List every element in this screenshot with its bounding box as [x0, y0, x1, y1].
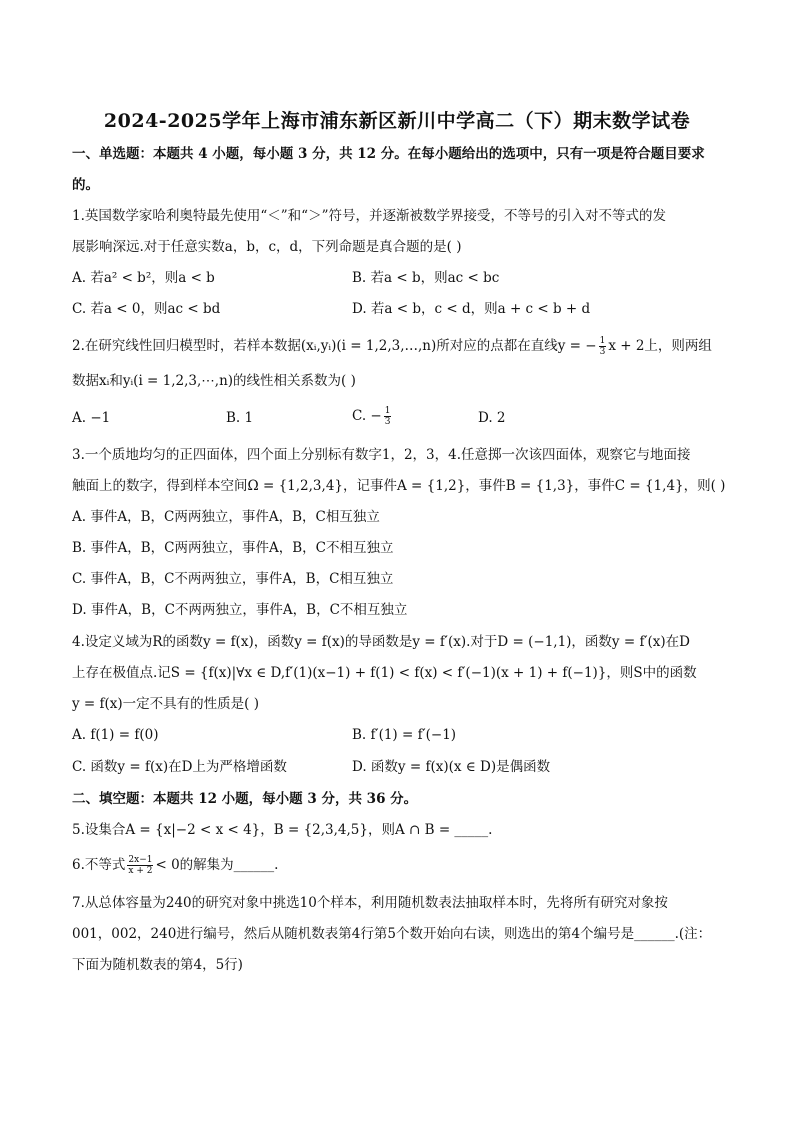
q2-option-c [352, 406, 393, 427]
q7-stem-line1: 7.从总体容量为240的研究对象中挑选10个样本，利用随机数表法抽取样本时，先将所有研究对象按 [72, 895, 668, 911]
q3-stem-line1: 3.一个质地均匀的正四面体，四个面上分别标有数字1，2，3，4.任意掷一次该四面体，观察它与地面接 [72, 447, 691, 463]
q2-option-c-pre: C. − [352, 408, 382, 424]
q6-fraction [127, 855, 153, 876]
q2-option-b: B. 1 [226, 410, 254, 426]
q2-stem-line1 [72, 336, 712, 357]
q3-option-c: C. 事件A，B，C不两两独立，事件A，B，C相互独立 [72, 571, 394, 587]
q4-stem-line2: 上存在极值点.记S = {f(x)|∀x ∈ D,f′(1)(x−1) + f(1) < f(x) < f′(−1)(x + 1) + f(−1)}，则S中的函数 [72, 665, 697, 681]
q7-stem-line3: 下面为随机数表的第4，5行) [72, 957, 243, 973]
q3-option-d: D. 事件A，B，C不两两独立，事件A，B，C不相互独立 [72, 602, 408, 618]
q6-frac-den: x + 2 [128, 866, 153, 876]
q6-stem-post: < 0的解集为______. [155, 857, 279, 873]
q2-option-c-num: 1 [384, 406, 391, 416]
page-title: 2024-2025学年上海市浦东新区新川中学高二（下）期末数学试卷 [103, 110, 691, 132]
q2-option-c-den: 3 [384, 417, 391, 427]
q2-fraction [599, 336, 607, 357]
q2-option-d: D. 2 [478, 410, 506, 426]
q4-option-d: D. 函数y = f(x)(x ∈ D)是偶函数 [352, 759, 551, 775]
q2-stem-post: x + 2上，则两组 [608, 338, 712, 354]
q3-stem-line2: 触面上的数字，得到样本空间Ω = {1,2,3,4}，记事件A = {1,2}，事件B = {1,3}，事件C = {1,4}，则( ) [72, 478, 726, 494]
q4-stem-line3: y = f(x)一定不具有的性质是( ) [72, 696, 259, 712]
section1-heading-cont: 的。 [72, 177, 99, 193]
q3-option-b: B. 事件A，B，C两两独立，事件A，B，C不相互独立 [72, 540, 394, 556]
q2-stem-pre: 2.在研究线性回归模型时，若样本数据(xᵢ,yᵢ)(i = 1,2,3,…,n)所对应的点都在直线y = − [72, 338, 597, 354]
q4-option-b: B. f′(1) = f′(−1) [352, 727, 457, 743]
q1-stem-line1: 1.英国数学家哈利奥特最先使用“＜”和“＞”符号，并逐渐被数学界接受，不等号的引入对不等式的发 [72, 208, 666, 224]
q2-stem-line2: 数据xᵢ和yᵢ(i = 1,2,3,⋯,n)的线性相关系数为( ) [72, 373, 356, 389]
q4-option-a: A. f(1) = f(0) [72, 727, 159, 743]
q1-option-a: A. 若a² < b²，则a < b [72, 270, 215, 286]
q5-stem: 5.设集合A = {x|−2 < x < 4}，B = {2,3,4,5}，则A ∩ B = _____. [72, 822, 493, 838]
q2-option-a: A. −1 [72, 410, 111, 426]
q2-frac-num: 1 [599, 336, 606, 346]
q7-stem-line2: 001，002，240进行编号，然后从随机数表第4行第5个数开始向右读，则选出的第4个编号是______.(注： [72, 926, 712, 942]
q1-option-d: D. 若a < b，c < d，则a + c < b + d [352, 301, 591, 317]
q3-option-a: A. 事件A，B，C两两独立，事件A，B，C相互独立 [72, 509, 380, 525]
q1-option-b: B. 若a < b，则ac < bc [352, 270, 500, 286]
q1-stem-line2: 展影响深远.对于任意实数a，b，c，d，下列命题是真合题的是( ) [72, 239, 462, 255]
section1-heading: 一、单选题：本题共 4 小题，每小题 3 分，共 12 分。在每小题给出的选项中，只有一项是符合题目要求 [72, 146, 705, 162]
q6-stem-pre: 6.不等式 [72, 857, 126, 873]
q2-option-c-fraction [384, 406, 392, 427]
q6-stem [72, 855, 278, 876]
q4-stem-line1: 4.设定义域为R的函数y = f(x)，函数y = f(x)的导函数是y = f′(x).对于D = (−1,1)，函数y = f′(x)在D [72, 634, 690, 650]
q4-option-c: C. 函数y = f(x)在D上为严格增函数 [72, 759, 287, 775]
q1-option-c: C. 若a < 0，则ac < bd [72, 301, 221, 317]
q2-frac-den: 3 [599, 347, 606, 357]
q6-frac-num: 2x−1 [128, 855, 153, 865]
section2-heading: 二、填空题：本题共 12 小题，每小题 3 分，共 36 分。 [72, 791, 418, 807]
